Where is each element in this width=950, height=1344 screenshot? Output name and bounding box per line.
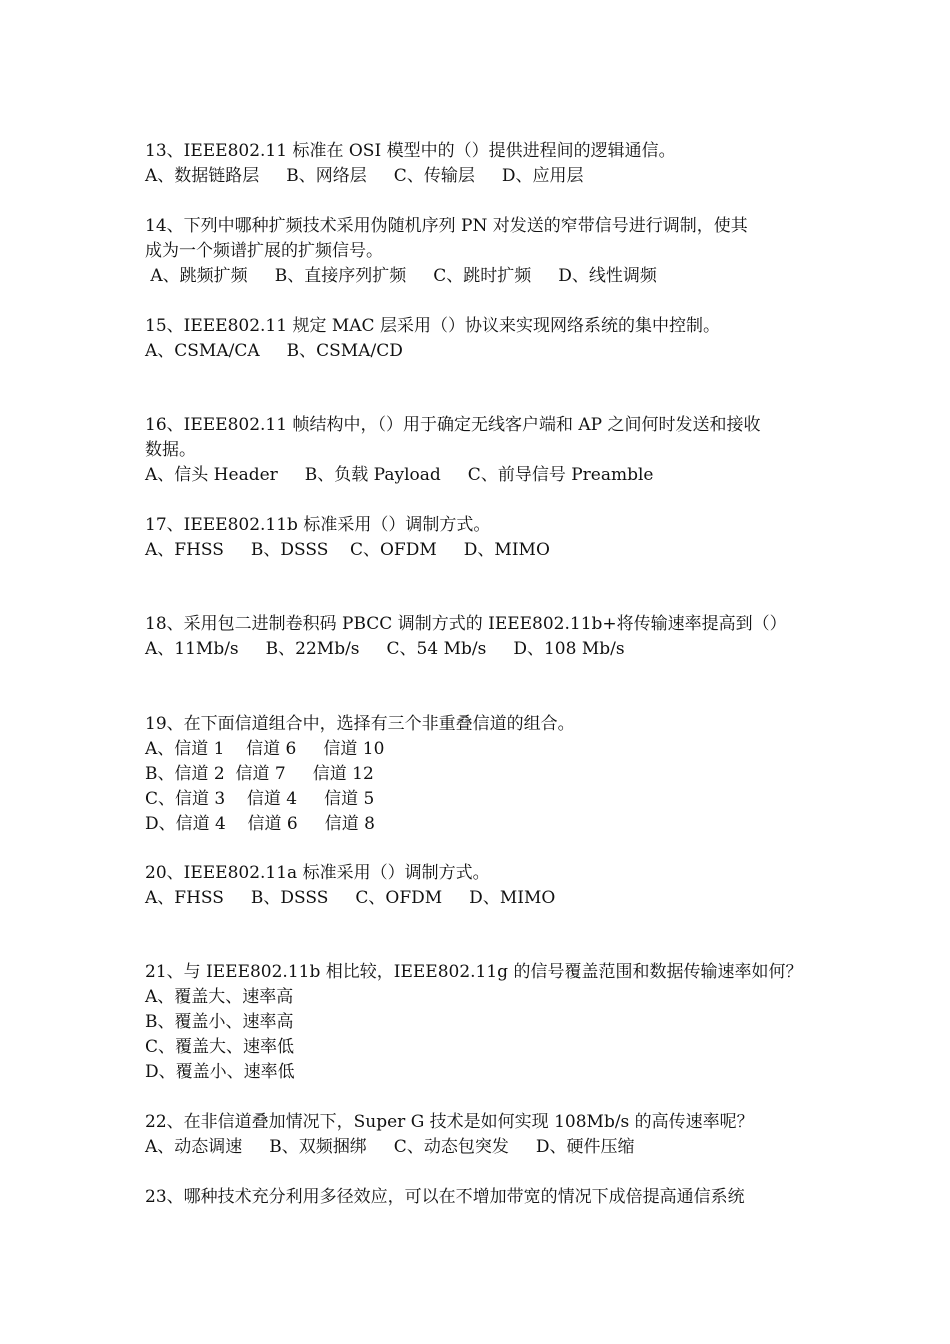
q14-options: A、跳频扩频 B、直接序列扩频 C、跳时扩频 D、线性调频 [145,266,657,286]
q15-text: 15、IEEE802.11 规定 MAC 层采用（）协议来实现网络系统的集中控制。 [145,316,720,336]
q19-option-a: A、信道 1 信道 6 信道 10 [145,739,385,759]
q13-options: A、数据链路层 B、网络层 C、传输层 D、应用层 [145,166,584,186]
q19-option-c: C、信道 3 信道 4 信道 5 [145,789,375,809]
q22-text: 22、在非信道叠加情况下，Super G 技术是如何实现 108Mb/s 的高传速率呢？ [145,1112,754,1132]
q19-option-d: D、信道 4 信道 6 信道 8 [145,814,375,834]
q16-options: A、信头 Header B、负载 Payload C、前导信号 Preamble [145,465,654,485]
q16-text-line2: 数据。 [145,440,196,460]
q21-option-d: D、覆盖小、速率低 [145,1062,295,1082]
q21-option-c: C、覆盖大、速率低 [145,1037,295,1057]
q13-text: 13、IEEE802.11 标准在 OSI 模型中的（）提供进程间的逻辑通信。 [145,141,676,161]
q14-text-line1: 14、下列中哪种扩频技术采用伪随机序列 PN 对发送的窄带信号进行调制，使其 [145,216,748,236]
q19-text: 19、在下面信道组合中，选择有三个非重叠信道的组合。 [145,714,575,734]
q15-options: A、CSMA/CA B、CSMA/CD [145,341,403,361]
q18-text: 18、采用包二进制卷积码 PBCC 调制方式的 IEEE802.11b+将传输速率提高到（） [145,614,787,634]
q23-text: 23、哪种技术充分利用多径效应，可以在不增加带宽的情况下成倍提高通信系统 [145,1187,745,1207]
q20-options: A、FHSS B、DSSS C、OFDM D、MIMO [145,888,556,908]
q19-option-b: B、信道 2 信道 7 信道 12 [145,764,374,784]
q20-text: 20、IEEE802.11a 标准采用（）调制方式。 [145,863,490,883]
q18-options: A、11Mb/s B、22Mb/s C、54 Mb/s D、108 Mb/s [145,639,625,659]
q21-option-a: A、覆盖大、速率高 [145,987,294,1007]
q17-text: 17、IEEE802.11b 标准采用（）调制方式。 [145,515,491,535]
q22-options: A、动态调速 B、双频捆绑 C、动态包突发 D、硬件压缩 [145,1137,635,1157]
q16-text-line1: 16、IEEE802.11 帧结构中，（）用于确定无线客户端和 AP 之间何时发送和接收 [145,415,761,435]
q14-text-line2: 成为一个频谱扩展的扩频信号。 [145,241,383,261]
q21-text: 21、与 IEEE802.11b 相比较，IEEE802.11g 的信号覆盖范围和数据传输速率如何？ [145,962,803,982]
q17-options: A、FHSS B、DSSS C、OFDM D、MIMO [145,540,550,560]
q21-option-b: B、覆盖小、速率高 [145,1012,294,1032]
